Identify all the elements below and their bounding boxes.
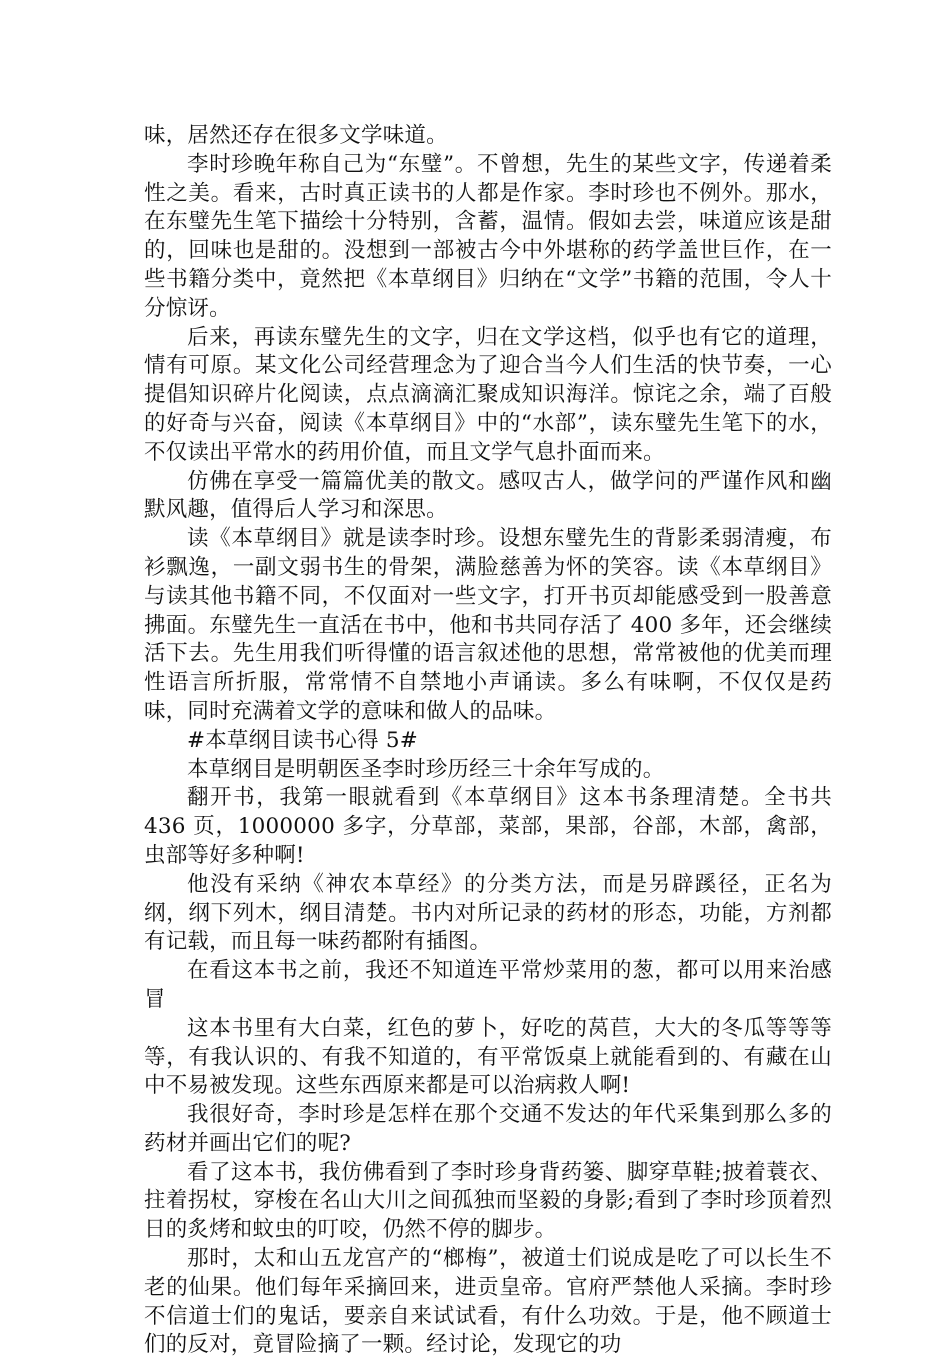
paragraph: 读《本草纲目》就是读李时珍。设想东璧先生的背影柔弱清瘦，布衫飘逸，一副文弱书生的骨架，满脸慈善为怀的笑容。读《本草纲目》与读其他书籍不同，不仅面对一些文字，打开书页却能感受到一股善意拂面。东璧先生一直活在书中，他和书共同存活了 400 多年，还会继续活下去。先生用我们听得懂的语言叙述他的思想，常常被他的优美而理性语言所折服，常常情不自禁地小声诵读。多么有味啊，不仅仅是药味，同时充满着文学的意味和做人的品味。 bbox=[144, 526, 832, 724]
paragraph: 本草纲目是明朝医圣李时珍历经三十余年写成的。 bbox=[187, 756, 665, 782]
section-heading: #本草纲目读书心得 5# bbox=[187, 727, 418, 753]
paragraph: 李时珍晚年称自己为“东璧”。不曾想，先生的某些文字，传递着柔性之美。看来，古时真正读书的人都是作家。李时珍也不例外。那水，在东璧先生笔下描绘十分特别，含蓄，温情。假如去尝，味道应该是甜的，回味也是甜的。没想到一部被古今中外堪称的药学盖世巨作，在一些书籍分类中，竟然把《本草纲目》归纳在“文学”书籍的范围，令人十分惊讶。 bbox=[144, 151, 832, 321]
paragraph: 翻开书，我第一眼就看到《本草纲目》这本书条理清楚。全书共 436 页，1000000 多字，分草部，菜部，果部，谷部，木部，禽部，虫部等好多种啊! bbox=[144, 785, 832, 868]
paragraph: 看了这本书，我仿佛看到了李时珍身背药篓、脚穿草鞋;披着蓑衣、拄着拐杖，穿梭在名山大川之间孤独而坚毅的身影;看到了李时珍顶着烈日的炙烤和蚊虫的叮咬，仍然不停的脚步。 bbox=[144, 1159, 832, 1243]
document-body bbox=[144, 122, 832, 1360]
paragraph: 这本书里有大白菜，红色的萝卜，好吃的莴苣，大大的冬瓜等等等等，有我认识的、有我不知道的，有平常饭桌上就能看到的、有藏在山中不易被发现。这些东西原来都是可以治病救人啊! bbox=[144, 1015, 832, 1099]
paragraph: 仿佛在享受一篇篇优美的散文。感叹古人，做学问的严谨作风和幽默风趣，值得后人学习和深思。 bbox=[144, 468, 832, 523]
paragraph: 在看这本书之前，我还不知道连平常炒菜用的葱，都可以用来治感冒 bbox=[144, 958, 832, 1012]
paragraph: 我很好奇，李时珍是怎样在那个交通不发达的年代采集到那么多的药材并画出它们的呢? bbox=[144, 1102, 832, 1156]
paragraph: 他没有采纳《神农本草经》的分类方法，而是另辟蹊径，正名为纲，纲下列木，纲目清楚。书内对所记录的药材的形态，功能，方剂都有记载，而且每一味药都附有插图。 bbox=[144, 871, 832, 955]
paragraph: 那时，太和山五龙宫产的“榔梅”，被道士们说成是吃了可以长生不老的仙果。他们每年采摘回来，进贡皇帝。官府严禁他人采摘。李时珍不信道士们的鬼话，要亲自来试试看，有什么功效。于是，他不顾道士们的反对，竟冒险摘了一颗。经讨论，发现它的功 bbox=[144, 1246, 832, 1358]
paragraph: 后来，再读东璧先生的文字，归在文学这档，似乎也有它的道理，情有可原。某文化公司经营理念为了迎合当今人们生活的快节奏，一心提倡知识碎片化阅读，点点滴滴汇聚成知识海洋。惊诧之余，端了百般的好奇与兴奋，阅读《本草纲目》中的“水部”，读东璧先生笔下的水，不仅读出平常水的药用价值，而且文学气息扑面而来。 bbox=[144, 324, 832, 465]
paragraph-continuation: 味，居然还存在很多文学味道。 bbox=[144, 123, 448, 148]
